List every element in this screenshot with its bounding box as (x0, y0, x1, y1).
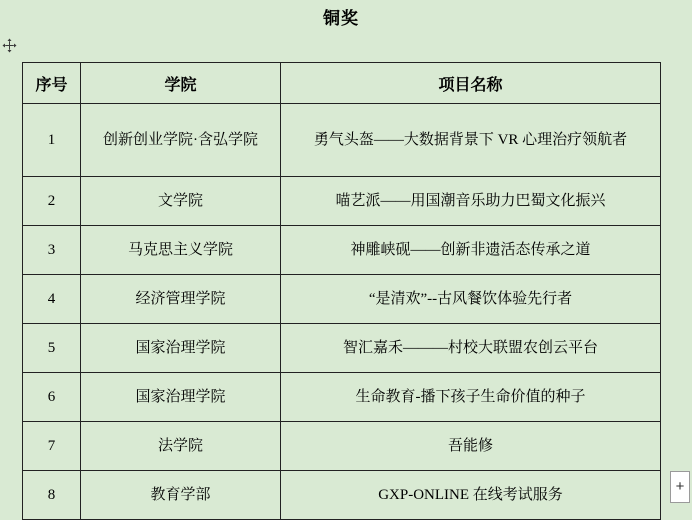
cell-no: 3 (23, 226, 81, 275)
table-row (23, 324, 661, 373)
column-header-no: 序号 (23, 63, 81, 104)
cell-no: 1 (23, 104, 81, 177)
cell-no: 5 (23, 324, 81, 373)
cell-project: 智汇嘉禾———村校大联盟农创云平台 (281, 324, 661, 373)
cell-project: 生命教育-播下孩子生命价值的种子 (281, 373, 661, 422)
cell-no: 2 (23, 177, 81, 226)
column-header-project: 项目名称 (281, 63, 661, 104)
cell-project: 吾能修 (281, 422, 661, 471)
cell-project: GXP-ONLINE 在线考试服务 (281, 471, 661, 520)
cell-college: 教育学部 (81, 471, 281, 520)
cell-no: 8 (23, 471, 81, 520)
move-handle-icon[interactable] (2, 38, 17, 53)
cell-college: 文学院 (81, 177, 281, 226)
cell-college: 创新创业学院·含弘学院 (81, 104, 281, 177)
cell-project: 神雕峡砚——创新非遗活态传承之道 (281, 226, 661, 275)
cell-college: 国家治理学院 (81, 324, 281, 373)
page-title: 铜奖 (323, 9, 359, 28)
cell-no: 4 (23, 275, 81, 324)
table-row (23, 471, 661, 520)
cell-no: 6 (23, 373, 81, 422)
cell-project: 喵艺派——用国潮音乐助力巴蜀文化振兴 (281, 177, 661, 226)
award-table-container (22, 62, 660, 520)
table-row (23, 275, 661, 324)
table-row (23, 177, 661, 226)
cell-no: 7 (23, 422, 81, 471)
cell-college: 经济管理学院 (81, 275, 281, 324)
add-row-button[interactable]: + (670, 471, 690, 503)
cell-college: 马克思主义学院 (81, 226, 281, 275)
cell-college: 法学院 (81, 422, 281, 471)
table-row (23, 226, 661, 275)
cell-project: “是清欢”--古风餐饮体验先行者 (281, 275, 661, 324)
column-header-college: 学院 (81, 63, 281, 104)
award-table (22, 62, 661, 520)
table-header-row (23, 63, 661, 104)
table-row (23, 422, 661, 471)
cell-project: 勇气头盔——大数据背景下 VR 心理治疗领航者 (281, 104, 661, 177)
table-row (23, 373, 661, 422)
table-row (23, 104, 661, 177)
cell-college: 国家治理学院 (81, 373, 281, 422)
